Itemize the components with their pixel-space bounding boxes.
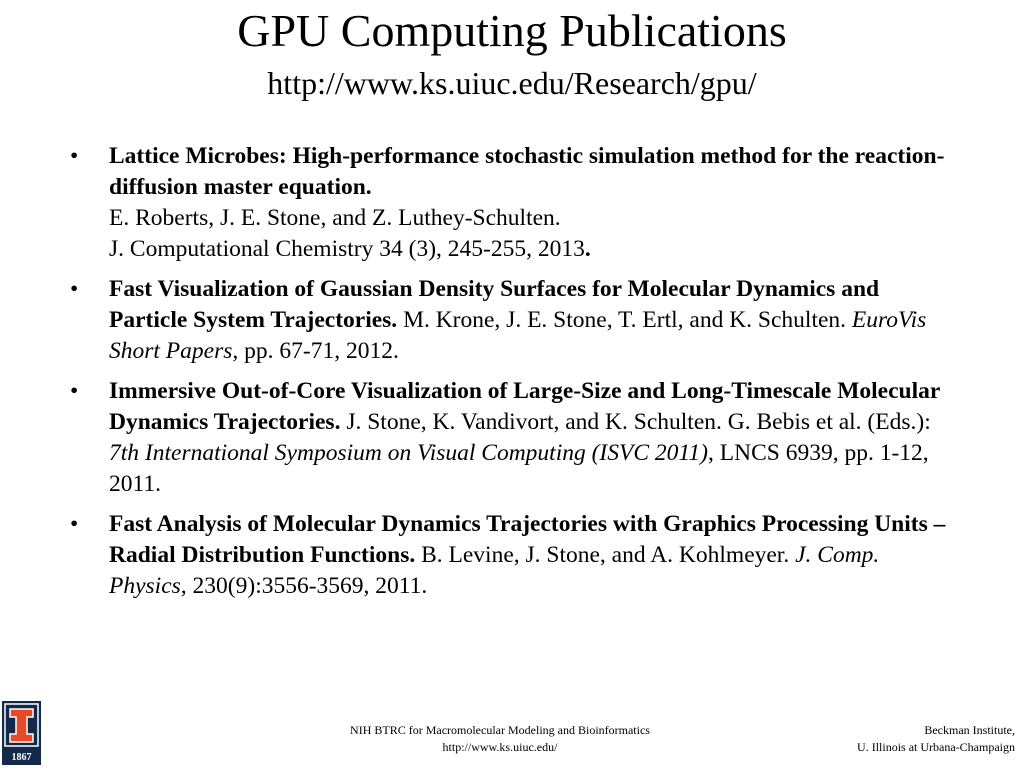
university-of-illinois-logo-icon [2,701,41,765]
publication-venue-line [109,234,950,265]
publication-authors: B. Levine, J. Stone, and A. Kohlmeyer. [415,542,796,568]
publication-details: , LNCS 6939, pp. 1-12, 2011. [109,440,929,497]
publication-venue: 7th International Symposium on Visual Computing (ISVC 2011) [109,440,708,466]
bullet: • [70,378,79,404]
bullet: • [70,511,79,537]
footer-center [250,722,750,756]
footer-organization: NIH BTRC for Macromolecular Modeling and Bioinformatics [350,723,650,737]
publication-authors: M. Krone, J. E. Stone, T. Ertl, and K. Schulten. [397,307,852,333]
footer-url-link[interactable]: http://www.ks.uiuc.edu/ [442,740,558,754]
bullet: • [70,143,79,169]
footer-institute: Beckman Institute, [924,723,1015,737]
footer-right [695,722,1015,756]
publication-item [70,274,950,367]
publication-item [70,376,950,500]
publication-venue: J. Computational Chemistry 34 (3), 245-255, 2013 [109,236,585,262]
publication-venue: EuroVis Short Papers, [109,307,927,364]
publication-authors: J. Stone, K. Vandivort, and K. Schulten. G. Bebis et al. (Eds.): [340,409,931,435]
publication-authors: E. Roberts, J. E. Stone, and Z. Luthey-Schulten. [109,205,561,231]
publication-title: Immersive Out-of-Core Visualization of Large-Size and Long-Timescale Molecular Dynamics Trajectories. [109,378,940,435]
publication-item [70,141,950,265]
bullet: • [70,276,79,302]
publication-details: , 230(9):3556-3569, 2011. [180,573,428,599]
publication-venue: J. Comp. Physics [109,542,880,599]
publication-title: Fast Analysis of Molecular Dynamics Trajectories with Graphics Processing Units – Radial Distribution Functions. [109,511,946,568]
slide-title: GPU Computing Publications [237,5,787,56]
publication-details: pp. 67-71, 2012. [238,338,399,364]
logo-year: 1867 [11,752,32,763]
publication-venue-end: . [584,236,591,262]
publication-list [70,141,950,611]
footer-university: U. Illinois at Urbana-Champaign [857,740,1015,754]
publication-title: Lattice Microbes: High-performance stochastic simulation method for the reaction-diffusion master equation. [109,143,945,200]
publication-title: Fast Visualization of Gaussian Density Surfaces for Molecular Dynamics and Particle System Trajectories. [109,276,880,333]
publication-item [70,509,950,602]
slide-subtitle-url[interactable]: http://www.ks.uiuc.edu/Research/gpu/ [267,65,757,101]
